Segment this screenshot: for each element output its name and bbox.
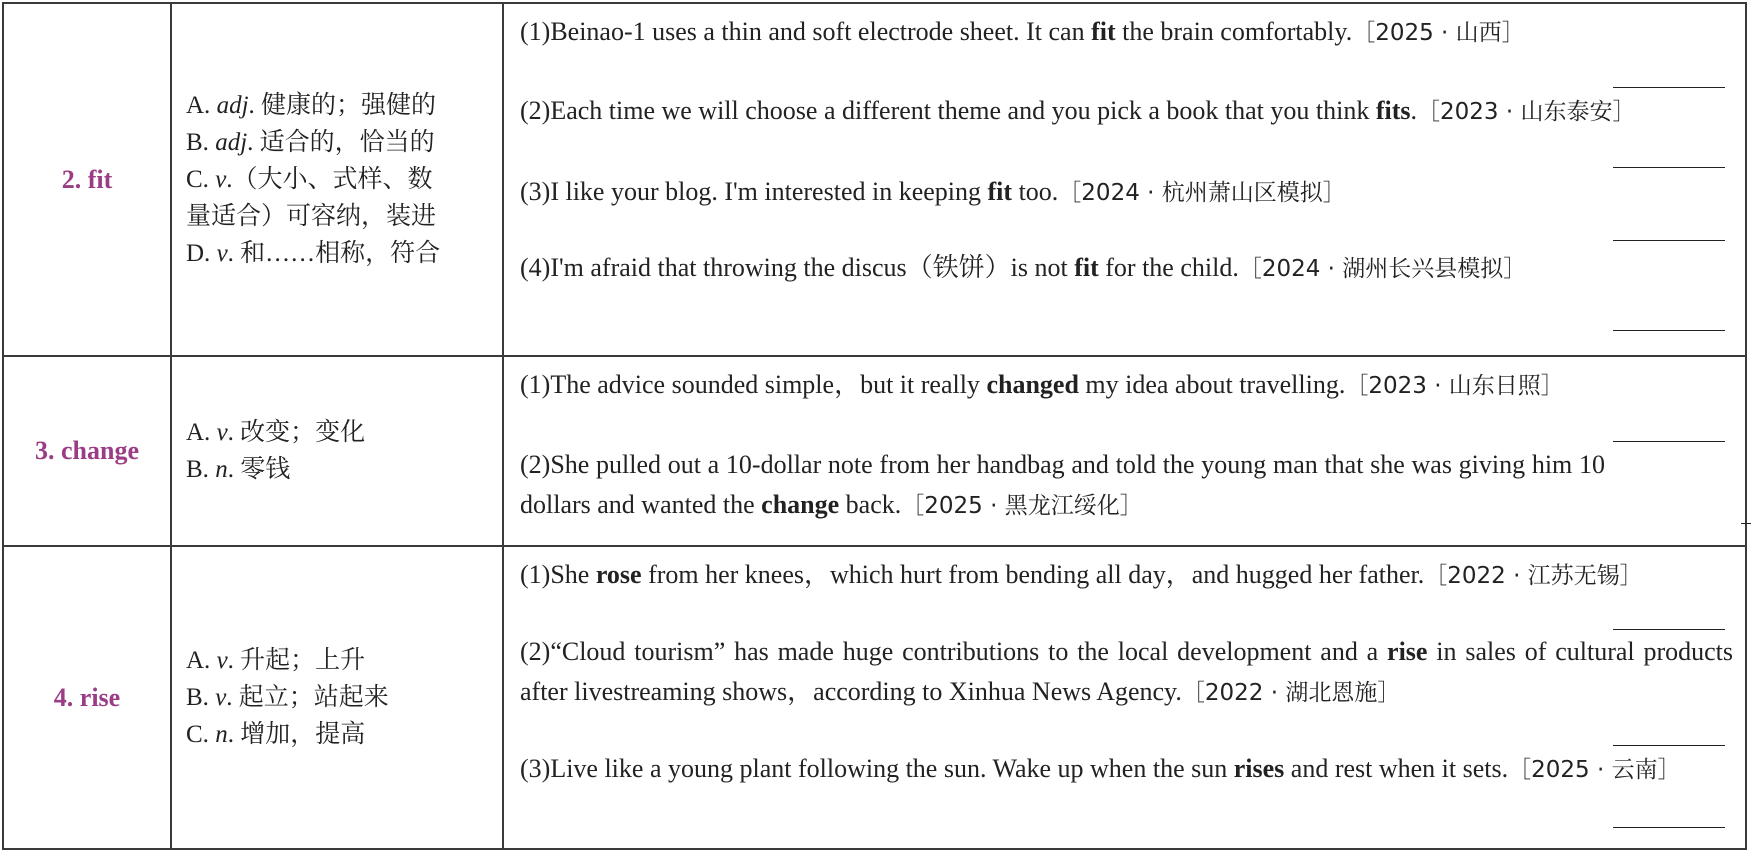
definition-item: D. v. 和……相称，符合 xyxy=(186,240,441,267)
headword: 3. change xyxy=(35,436,139,465)
key-word: fit xyxy=(1074,253,1099,282)
definition-list xyxy=(186,414,365,488)
headword: 2. fit xyxy=(61,164,113,194)
example-sentence: (4)I'm afraid that throwing the discus（铁饼）is not fit for the child.［2024 · 湖州长兴县模拟］ xyxy=(520,240,1733,328)
definition-list xyxy=(186,87,440,272)
definition-item: B. v. 起立；站起来 xyxy=(186,684,389,711)
answer-blank[interactable] xyxy=(1613,745,1725,746)
source-tag: ［2023 · 山东日照］ xyxy=(1345,373,1564,399)
definitions-cell xyxy=(172,547,504,848)
definitions-cell xyxy=(172,4,504,355)
source-tag: ［2024 · 杭州萧山区模拟］ xyxy=(1058,180,1346,206)
table-row-fit xyxy=(4,4,1745,355)
source-tag: ［2023 · 山东泰安］ xyxy=(1417,99,1636,125)
definition-list xyxy=(186,642,389,753)
table-row-change xyxy=(4,355,1745,545)
answer-blank[interactable] xyxy=(1741,523,1751,524)
key-word: change xyxy=(761,489,840,519)
source-tag: ［2025 · 山西］ xyxy=(1352,20,1525,46)
answer-blank[interactable] xyxy=(1613,629,1725,630)
source-tag: ［2022 · 湖北恩施］ xyxy=(1181,679,1401,706)
definition-item: A. v. 升起；上升 xyxy=(186,647,366,674)
examples-cell xyxy=(504,547,1745,848)
definition-item: 量适合）可容纳，装进 xyxy=(186,203,437,230)
word-cell xyxy=(4,4,172,355)
table-row-rise xyxy=(4,545,1745,848)
definition-item: C. n. 增加，提高 xyxy=(186,721,366,748)
example-sentence: (2)She pulled out a 10-dollar note from her handbag and told the young man that she was giving him 10 dollars and wanted the change back.［2025 · 黑龙江绥化］ xyxy=(520,445,1733,525)
key-word: rises xyxy=(1233,754,1285,783)
example-sentence: (2)Each time we will choose a different theme and you pick a book that you think fits.［2023 · 山东泰安］ xyxy=(520,91,1733,172)
key-word: rise xyxy=(1387,637,1428,666)
key-word: fit xyxy=(1091,17,1116,46)
definition-item: A. v. 改变；变化 xyxy=(186,419,366,446)
definition-item: A. adj. 健康的；强健的 xyxy=(186,92,437,119)
word-cell xyxy=(4,547,172,848)
examples-cell xyxy=(504,357,1745,545)
key-word: fits xyxy=(1375,96,1411,125)
source-tag: ［2022 · 江苏无锡］ xyxy=(1424,563,1643,589)
examples-cell xyxy=(504,4,1745,355)
answer-blank[interactable] xyxy=(1613,827,1725,828)
vocabulary-table xyxy=(2,2,1747,850)
answer-blank[interactable] xyxy=(1613,167,1725,168)
example-sentence: (3)Live like a young plant following the sun. Wake up when the sun rises and rest when it sets.［2025 · 云南］ xyxy=(520,749,1733,829)
example-sentence: (1)She rose from her knees，which hurt from bending all day，and hugged her father.［2022 · 江苏无锡］ xyxy=(520,555,1733,632)
source-tag: ［2025 · 黑龙江绥化］ xyxy=(901,492,1143,519)
key-word: changed xyxy=(986,370,1079,399)
source-tag: ［2025 · 云南］ xyxy=(1508,757,1681,783)
answer-blank[interactable] xyxy=(1613,330,1725,331)
key-word: fit xyxy=(987,177,1013,206)
key-word: rose xyxy=(595,560,642,589)
example-sentence: (1)The advice sounded simple，but it really changed my idea about travelling.［2023 · 山东日照］ xyxy=(520,365,1733,445)
source-tag: ［2024 · 湖州长兴县模拟］ xyxy=(1238,256,1527,282)
example-sentence: (1)Beinao-1 uses a thin and soft electrode sheet. It can fit the brain comfortably.［2025 · 山西］ xyxy=(520,12,1733,91)
example-sentence: (3)I like your blog. I'm interested in keeping fit too.［2024 · 杭州萧山区模拟］ xyxy=(520,172,1733,240)
definition-item: C. v.（大小、式样、数 xyxy=(186,166,433,193)
headword: 4. rise xyxy=(53,682,121,712)
definition-item: B. n. 零钱 xyxy=(186,456,291,483)
word-cell xyxy=(4,357,172,545)
answer-blank[interactable] xyxy=(1613,87,1725,88)
definition-item: B. adj. 适合的，恰当的 xyxy=(186,129,435,156)
definitions-cell xyxy=(172,357,504,545)
example-sentence: (2)“Cloud tourism” has made huge contributions to the local development and a rise in sales of cultural products after livestreaming shows，according to Xinhua News Agency.［2022 · 湖北恩施］ xyxy=(520,632,1733,749)
answer-blank[interactable] xyxy=(1613,441,1725,442)
